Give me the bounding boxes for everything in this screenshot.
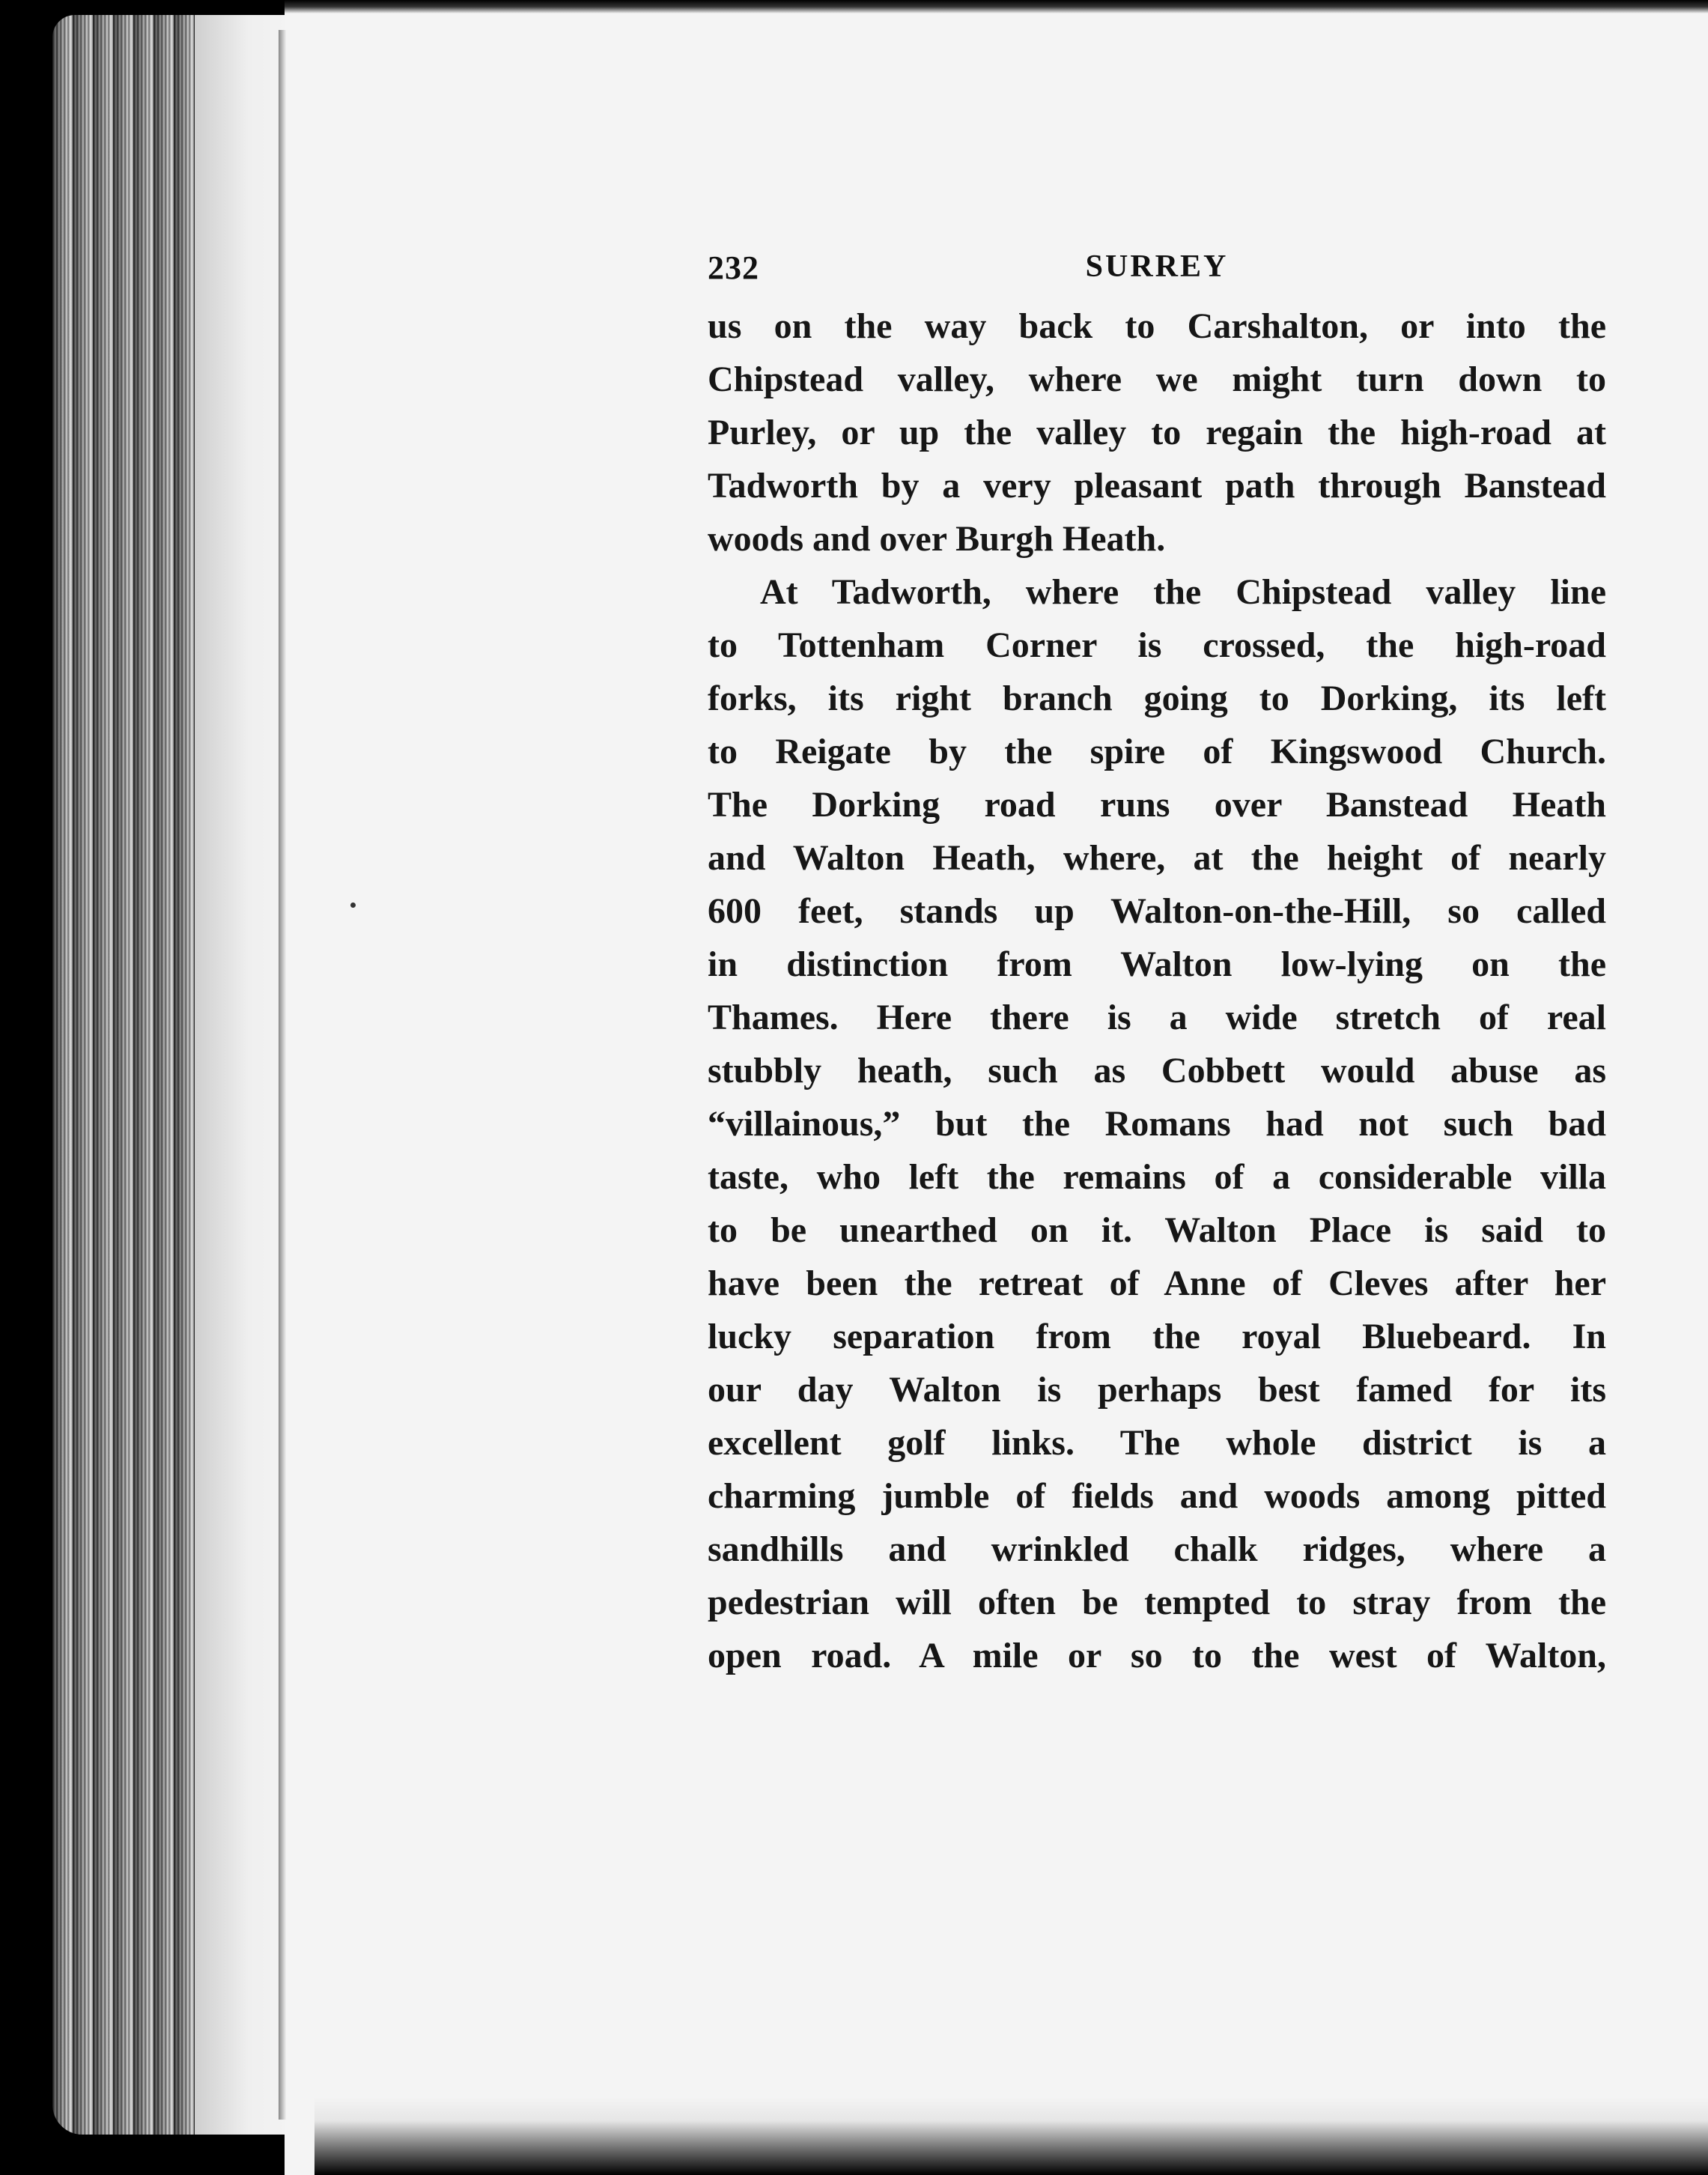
text-line: Tadworth by a very pleasant path through Banstead — [708, 466, 1606, 506]
running-title: SURREY — [1085, 249, 1229, 284]
text-line: 600 feet, stands up Walton-on-the-Hill, so called — [708, 891, 1606, 931]
text-line: At Tadworth, where the Chipstead valley line — [760, 572, 1606, 612]
text-line: woods and over Burgh Heath. — [708, 519, 1166, 559]
text-line: pedestrian will often be tempted to stray from the — [708, 1583, 1606, 1622]
text-block — [708, 240, 1606, 1682]
text-line: to be unearthed on it. Walton Place is said to — [708, 1210, 1606, 1250]
text-line: taste, who left the remains of a considerable villa — [708, 1157, 1606, 1197]
text-line: lucky separation from the royal Bluebeard. In — [708, 1317, 1606, 1356]
bottom-edge — [314, 2097, 1708, 2175]
text-line: charming jumble of fields and woods among pitted — [708, 1476, 1606, 1516]
text-line: excellent golf links. The whole district is a — [708, 1423, 1606, 1463]
text-line: sandhills and wrinkled chalk ridges, where a — [708, 1529, 1606, 1569]
running-head — [708, 240, 1606, 300]
text-line: have been the retreat of Anne of Cleves after her — [708, 1264, 1606, 1303]
text-line: in distinction from Walton low-lying on the — [708, 944, 1606, 984]
text-line: our day Walton is perhaps best famed for its — [708, 1370, 1606, 1410]
top-shadow — [285, 0, 1708, 13]
text-line: to Reigate by the spire of Kingswood Church. — [708, 732, 1606, 771]
body-text — [708, 300, 1606, 1682]
text-line: Chipstead valley, where we might turn down to — [708, 360, 1606, 399]
gutter — [279, 30, 286, 2120]
text-line: The Dorking road runs over Banstead Heath — [708, 785, 1606, 825]
text-line: open road. A mile or so to the west of Walton, — [708, 1636, 1606, 1675]
speck — [350, 903, 356, 908]
text-line: us on the way back to Carshalton, or into the — [708, 306, 1606, 346]
text-line: and Walton Heath, where, at the height of nearly — [708, 838, 1606, 878]
text-line: forks, its right branch going to Dorking, its left — [708, 679, 1606, 718]
text-line: “villainous,” but the Romans had not such bad — [708, 1104, 1606, 1144]
text-line: stubbly heath, such as Cobbett would abuse as — [708, 1051, 1606, 1090]
page-number: 232 — [708, 249, 759, 286]
text-line: Thames. Here there is a wide stretch of real — [708, 998, 1606, 1037]
text-line: Purley, or up the valley to regain the high-road at — [708, 413, 1606, 452]
text-line: to Tottenham Corner is crossed, the high-road — [708, 625, 1606, 665]
page-edge-highlight — [195, 15, 285, 2135]
